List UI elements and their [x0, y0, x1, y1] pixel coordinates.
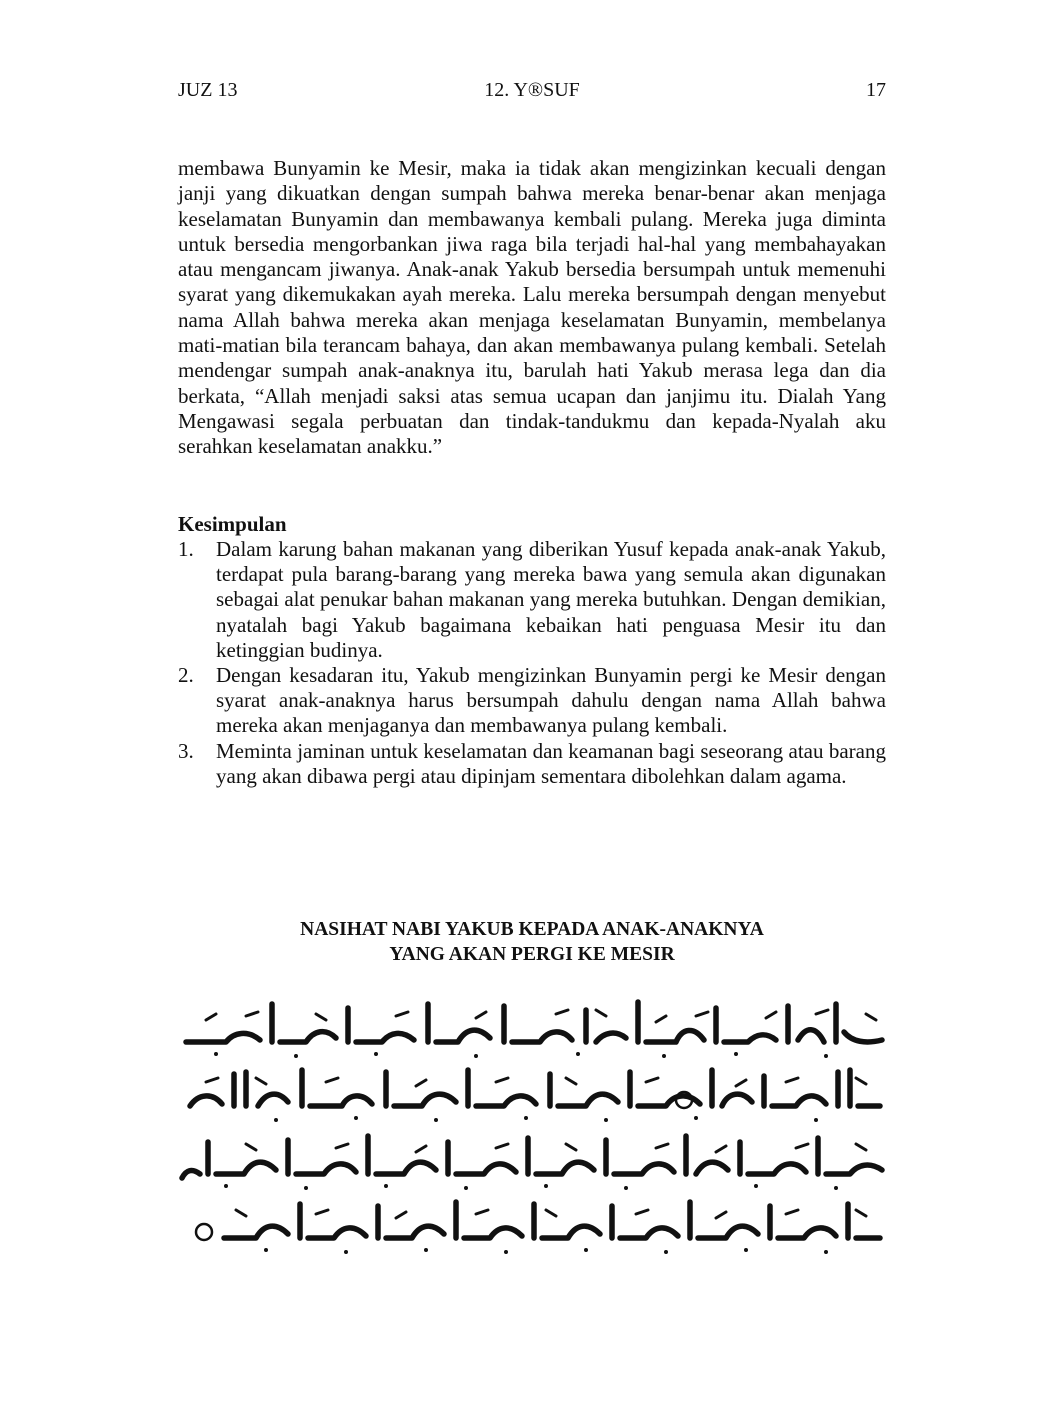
calligraphy-line-2	[190, 1070, 880, 1120]
conclusion-list	[178, 537, 886, 789]
calligraphy-line-4	[196, 1202, 880, 1252]
calligraphy-line-1	[186, 1002, 882, 1056]
surah-label: 12. Y®SUF	[484, 79, 580, 101]
conclusion-item-2	[178, 663, 886, 739]
body-paragraph: membawa Bunyamin ke Mesir, maka ia tidak akan mengizinkan kecuali dengan janji yang dikuatkan dengan sumpah bahwa mereka benar-benar akan menjaga keselamatan Bunyamin dan membawanya kembali pulang. Mereka juga diminta untuk bersedia mengorbankan jiwa raga bila terjadi hal-hal yang membahayakan atau mengancam jiwanya. Anak-anak Yakub bersedia bersumpah untuk memenuhi syarat yang dikemukakan ayah mereka. Lalu mereka bersumpah dengan menyebut nama Allah bahwa mereka akan menjaga keselamatan Bunyamin, membelanya mati-matian bila terancam bahaya, dan akan membawanya pulang kembali. Setelah mendengar sumpah anak-anaknya itu, barulah hati Yakub merasa lega dan dia berkata, “Allah menjadi saksi atas semua ucapan dan janjimu itu. Dialah Yang Mengawasi segala perbuatan dan tindak-tandukmu dan kepada-Nyalah aku serahkan keselamatan anakku.”	[178, 156, 886, 459]
calligraphy-image	[176, 992, 888, 1260]
conclusion-item-1	[178, 537, 886, 663]
calligraphy-line-3	[182, 1136, 882, 1188]
conclusion-item-text: Dengan kesadaran itu, Yakub mengizinkan Bunyamin pergi ke Mesir dengan syarat anak-anaknya harus bersumpah dahulu dengan nama Allah bahwa mereka akan menjaganya dan membawanya pulang kembali.	[216, 663, 886, 738]
conclusion-heading: Kesimpulan	[178, 512, 287, 536]
conclusion-item-number: 3.	[178, 738, 194, 763]
running-header	[178, 76, 886, 104]
section-title-line-1: NASIHAT NABI YAKUB KEPADA ANAK-ANAKNYA	[300, 919, 764, 940]
page-number: 17	[866, 79, 886, 101]
conclusion-item-text: Meminta jaminan untuk keselamatan dan keamanan bagi seseorang atau barang yang akan dibawa pergi atau dipinjam sementara dibolehkan dalam agama.	[216, 738, 886, 788]
conclusion-item-number: 2.	[178, 663, 194, 688]
juz-label: JUZ 13	[178, 79, 238, 101]
conclusion-item-text: Dalam karung bahan makanan yang diberikan Yusuf kepada anak-anak Yakub, terdapat pula barang-barang yang mereka bawa yang semula akan digunakan sebagai alat penukar bahan makanan yang mereka butuhkan. Dengan demikian, nyatalah bagi Yakub bagaimana kebaikan hati penguasa Mesir itu dan ketinggian budinya.	[216, 537, 886, 662]
section-title	[178, 917, 886, 967]
conclusion-item-3	[178, 739, 886, 789]
conclusion-item-number: 1.	[178, 537, 194, 561]
section-title-line-2: YANG AKAN PERGI KE MESIR	[389, 944, 675, 965]
quran-verse-calligraphy	[176, 992, 888, 1260]
